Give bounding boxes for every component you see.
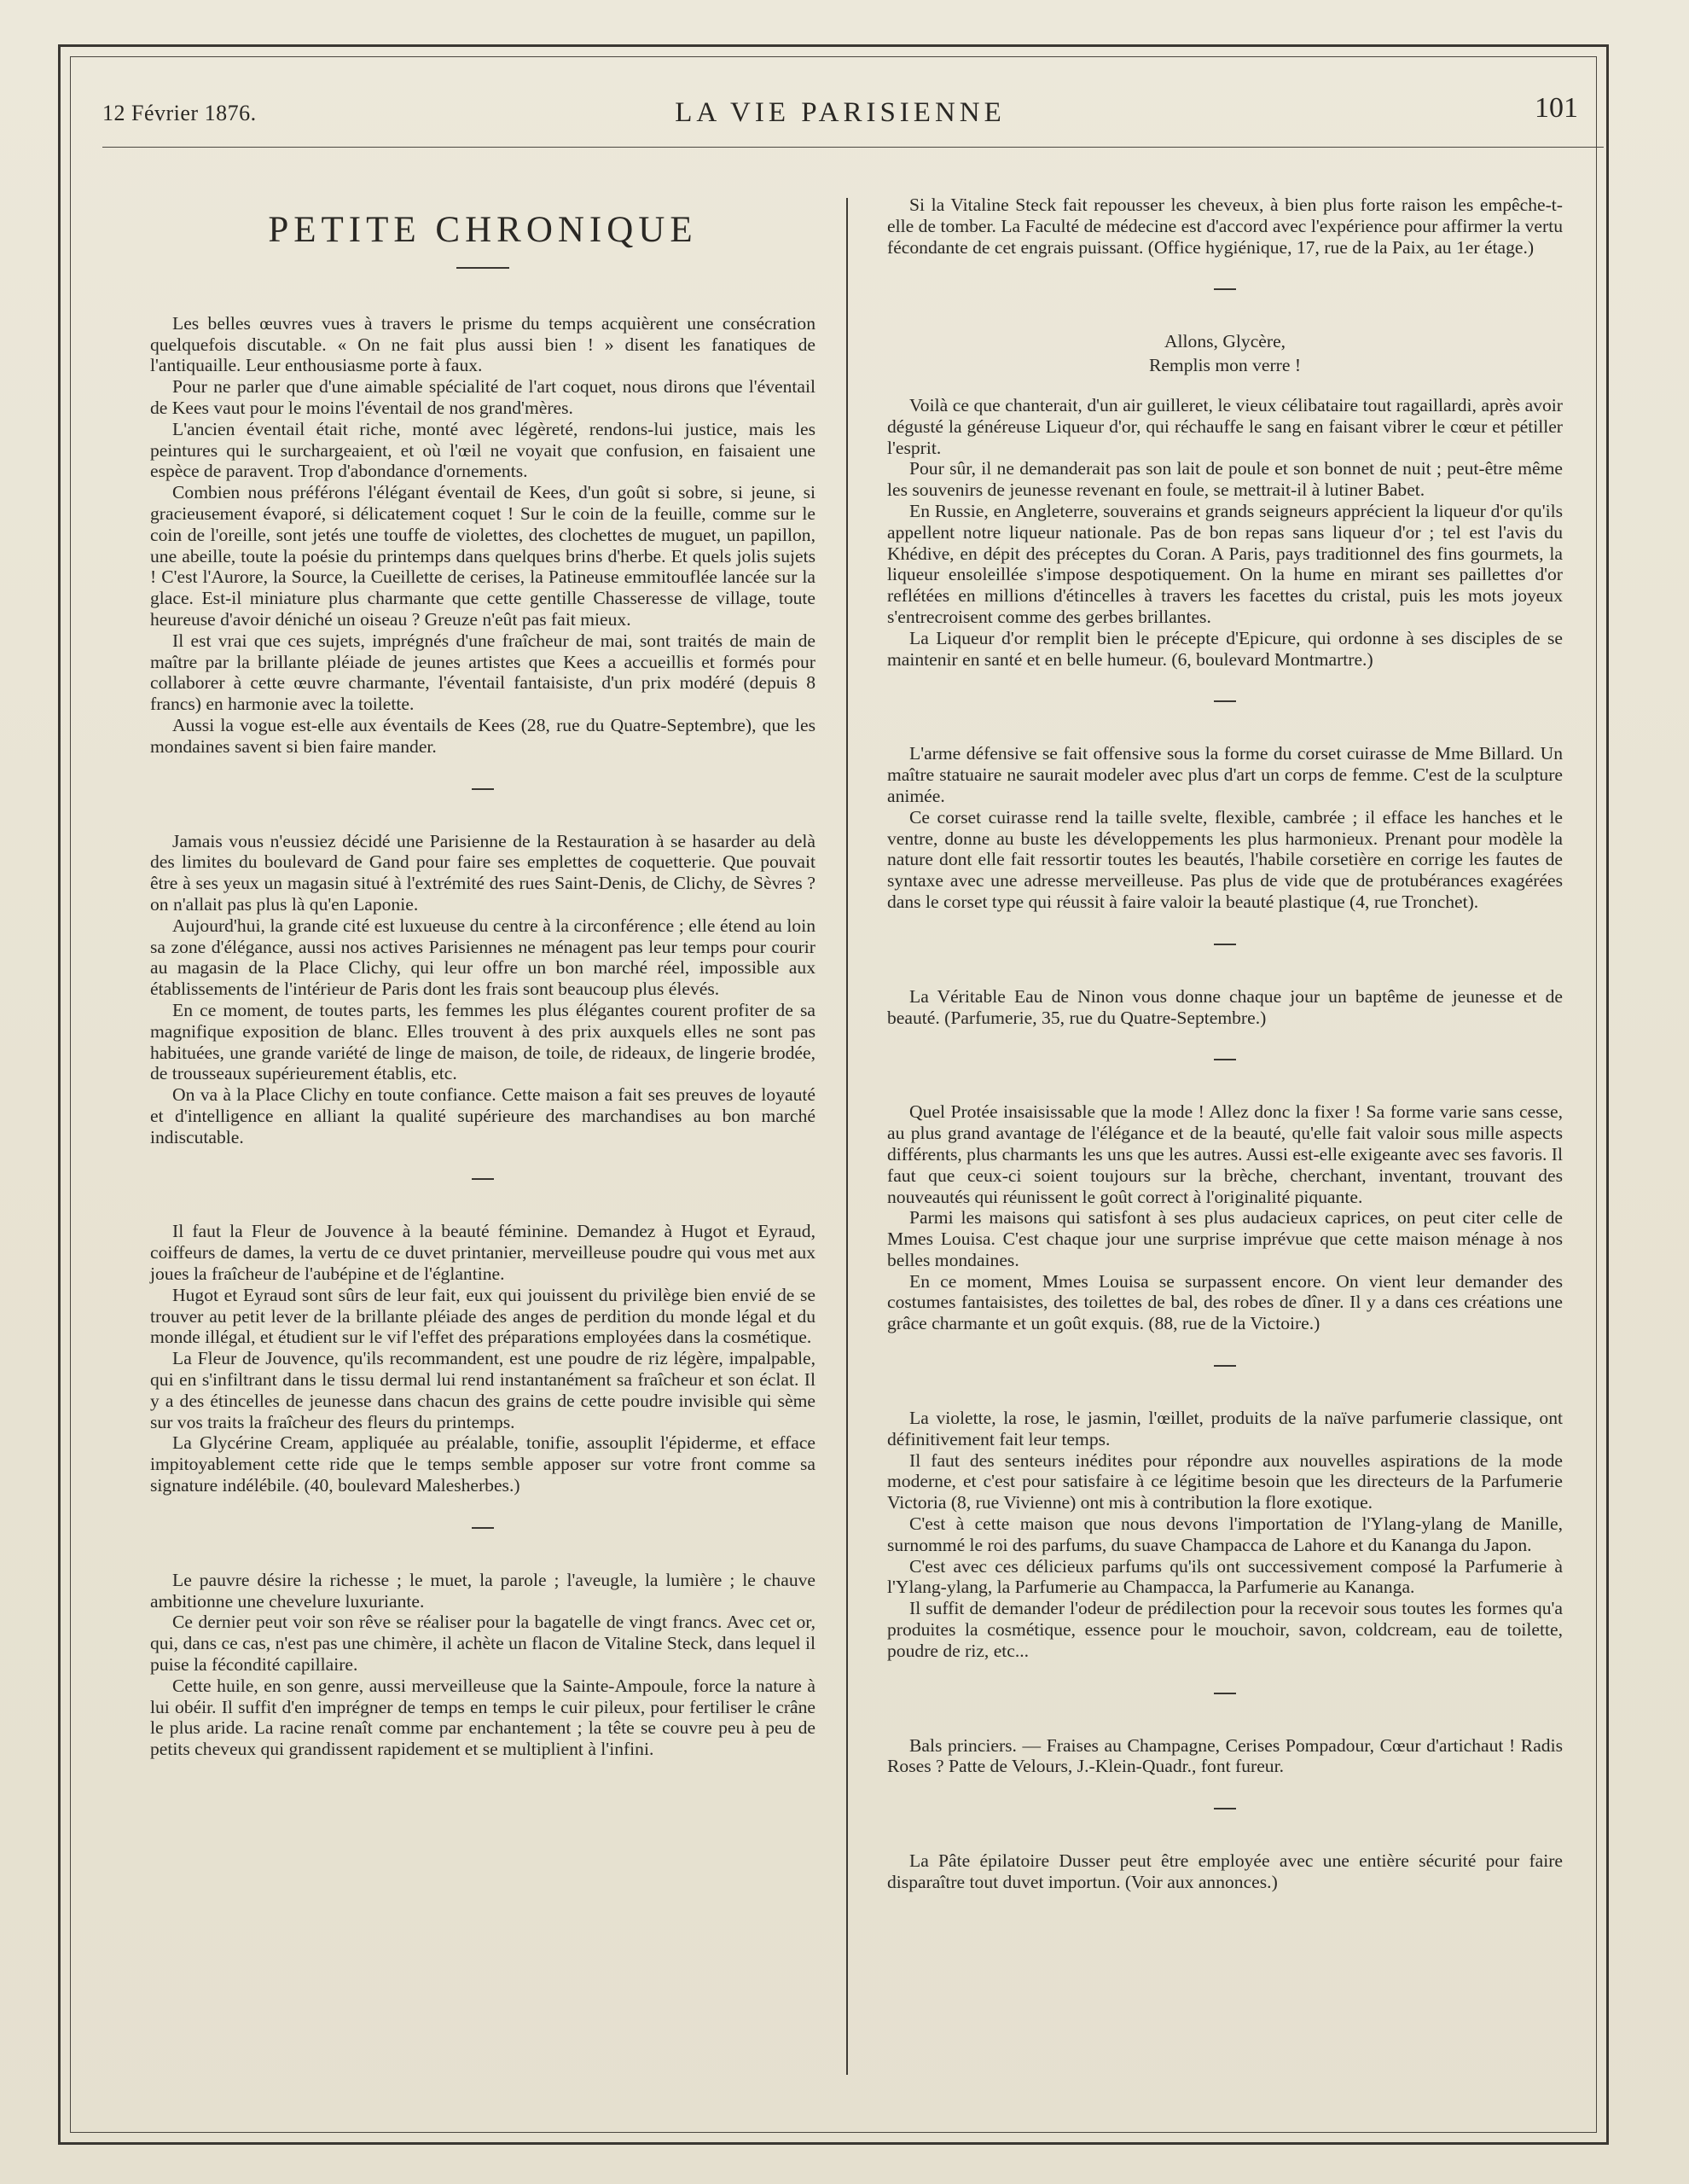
article-paragraph: En Russie, en Angleterre, souverains et grands seigneurs apprécient la liqueur d'or qu'ils appellent notre liqueur nationale. Pas de bon repas sans liqueur d'or ; tel est l'avis du Khédive, en dépit des préceptes du Coran. A Paris, pays traditionnel des fins gourmets, la liqueur ensoleillée s'impose despotiquement. On la hume en mirant ses paillettes d'or reflétées en millions d'étincelles à travers les facettes du cristal, puis les mots joyeux s'entrecroisent comme des gerbes brillantes. (887, 500, 1563, 627)
article (887, 743, 1563, 912)
article-separator (1214, 944, 1236, 945)
article-paragraph: C'est avec ces délicieux parfums qu'ils ont successivement composé la Parfumerie à l'Ylang-ylang, la Parfumerie au Champacca, la Parfumerie au Kananga. (887, 1555, 1563, 1598)
article-paragraph: Parmi les maisons qui satisfont à ses plus audacieux caprices, on peut citer celle de Mmes Louisa. C'est chaque jour une surprise imprévue que cette maison ménage à nos belles mondaines. (887, 1207, 1563, 1270)
verse-line: Allons, Glycère, (1164, 331, 1286, 352)
article-paragraph: Pour sûr, il ne demanderait pas son lait de poule et son bonnet de nuit ; peut-être même les souvenirs de jeunesse revenant en foule, se mettrait-il à lutiner Babet. (887, 458, 1563, 501)
article-paragraph: Combien nous préférons l'élégant éventail de Kees, d'un goût si sobre, si jeune, si gracieusement évaporé, si délicatement coquet ! Sur le coin de la feuille, comme sur le coin de l'oreille, sont jetés une touffe de violettes, des clochettes de muguet, un papillon, une abeille, toute la poésie du printemps dans quelques brins d'herbe. Et quels jolis sujets ! C'est l'Aurore, la Source, la Cueillette de cerises, la Patineuse emmitouflée lancée sur la glace. Est-il miniature plus charmante que cette gentille Chasseresse de village, toute heureuse d'avoir déniché un oiseau ? Greuze n'eût pas fait mieux. (150, 482, 815, 630)
article-separator (1214, 1365, 1236, 1367)
article-paragraph: Il est vrai que ces sujets, imprégnés d'une fraîcheur de mai, sont traités de main de maître par la brillante pléiade de jeunes artistes que Kees a accueillis et formés pour collaborer à cette œuvre charmante, l'éventail fantaisiste, d'un prix modéré (depuis 8 francs) en harmonie avec la toilette. (150, 630, 815, 715)
issue-date: 12 Février 1876. (102, 101, 257, 125)
article (150, 1221, 815, 1496)
article-paragraph: On va à la Place Clichy en toute confiance. Cette maison a fait ses preuves de loyauté et d'intelligence en alliant la qualité supérieure des marchandises au bon marché indiscutable. (150, 1084, 815, 1147)
article-separator (472, 1527, 494, 1529)
article-separator (1214, 700, 1236, 702)
article-paragraph: Pour ne parler que d'une aimable spécialité de l'art coquet, nous dirons que l'éventail de Kees vaut pour le moins l'éventail de nos grand'mères. (150, 376, 815, 418)
column-divider (846, 198, 848, 2075)
article-paragraph: Hugot et Eyraud sont sûrs de leur fait, eux qui jouissent du privilège bien envié de se trouver au petit lever de la brillante pléiade des anges de perdition du monde légal et du monde illégal, et étudient sur le vif l'effet des préparations employées dans la cosmétique. (150, 1284, 815, 1348)
article-paragraph: La violette, la rose, le jasmin, l'œillet, produits de la naïve parfumerie classique, ont définitivement fait leur temps. (887, 1408, 1563, 1449)
article (887, 195, 1563, 258)
article-paragraph: La Glycérine Cream, appliquée au préalable, tonifie, assouplit l'épiderme, et efface impitoyablement cette ride que le temps semble apposer sur votre front comme sa signature indélébile. (40, boulevard Malesherbes.) (150, 1432, 815, 1496)
article-paragraph: Aussi la vogue est-elle aux éventails de Kees (28, rue du Quatre-Septembre), que les mondaines savent si bien faire mander. (150, 714, 815, 757)
page-header (102, 92, 1578, 135)
article (887, 986, 1563, 1029)
verse-line: Remplis mon verre ! (1148, 355, 1302, 376)
article-paragraph: La Véritable Eau de Ninon vous donne chaque jour un baptême de jeunesse et de beauté. (Parfumerie, 35, rue du Quatre-Septembre.) (887, 985, 1563, 1028)
verse-quote (887, 331, 1563, 376)
article-paragraph: Il faut des senteurs inédites pour répondre aux nouvelles aspirations de la mode moderne, et c'est pour satisfaire à ce légitime besoin que les directeurs de la Parfumerie Victoria (8, rue Vivienne) ont mis à contribution la flore exotique. (887, 1449, 1563, 1513)
article-paragraph: Cette huile, en son genre, aussi merveilleuse que la Sainte-Ampoule, force la nature à lui obéir. Il suffit d'en imprégner de temps en temps le cuir pileux, pour fertiliser le crâne le plus aride. La racine renaît comme par enchantement ; la tête se couvre peu à peu de petits cheveux qui grandissent rapidement et se multiplient à l'infini. (150, 1675, 815, 1760)
page-number: 101 (1535, 92, 1578, 124)
article (150, 831, 815, 1148)
title-rule (456, 267, 509, 269)
article (150, 313, 815, 758)
article-paragraph: Ce corset cuirasse rend la taille svelte, flexible, cambrée ; il efface les hanches et le ventre, donne au buste les développements les plus harmonieux. Prenant pour modèle la nature dont elle fait ressortir toutes les beautés, l'habile corsetière en corrige les fautes de syntaxe avec une adresse merveilleuse. Pas plus de vide que de protubérances exagérées dans le corset type qui réussit à faire valoir la beauté plastique (4, rue Tronchet). (887, 806, 1563, 912)
article-paragraph: La Fleur de Jouvence, qu'ils recommandent, est une poudre de riz légère, impalpable, qui en s'infiltrant dans le tissu dermal lui rend instantanément sa fraîcheur et son éclat. Il y a des étincelles de jeunesse dans chacun des grains de cette poudre invisible qui sème sur vos traits la fraîcheur des fleurs du printemps. (150, 1348, 815, 1432)
right-articles (887, 195, 1563, 1893)
article-paragraph: Ce dernier peut voir son rêve se réaliser pour la bagatelle de vingt francs. Avec cet or, qui, dans ce cas, n'est pas une chimère, il achète un flacon de Vitaline Steck, dans lequel il puise la fécondité capillaire. (150, 1612, 815, 1676)
article-paragraph: L'ancien éventail était riche, monté avec légèreté, rendons-lui justice, mais les peintures qui le surchargeaient, et où l'œil ne voyait que confusion, en faisaient une espèce de paravent. Trop d'abondance d'ornements. (150, 418, 815, 482)
article-paragraph: Bals princiers. — Fraises au Champagne, Cerises Pompadour, Cœur d'artichaut ! Radis Roses ? Patte de Velours, J.-Klein-Quadr., font fureur. (887, 1734, 1563, 1777)
article (887, 331, 1563, 670)
right-column (887, 195, 1563, 1893)
article-paragraph: Jamais vous n'eussiez décidé une Parisienne de la Restauration à se hasarder au delà des limites du boulevard de Gand pour faire ses emplettes de coquetterie. Que pouvait être à ses yeux un magasin situé à l'extrémité des rues Saint-Denis, de Clichy, de Sèvres ? on n'allait pas plus là qu'en Laponie. (150, 830, 815, 915)
article (887, 1408, 1563, 1662)
article (887, 1101, 1563, 1334)
article-paragraph: La Liqueur d'or remplit bien le précepte d'Epicure, qui ordonne à ses disciples de se maintenir en santé et en belle humeur. (6, boulevard Montmartre.) (887, 627, 1563, 670)
article-paragraph: Si la Vitaline Steck fait repousser les cheveux, à bien plus forte raison les empêche-t-elle de tomber. La Faculté de médecine est d'accord avec l'expérience pour affirmer la vertu fécondante de cet engrais puissant. (Office hygiénique, 17, rue de la Paix, au 1er étage.) (887, 195, 1563, 258)
article-paragraph: L'arme défensive se fait offensive sous la forme du corset cuirasse de Mme Billard. Un maître statuaire ne saurait modeler avec plus d'art un corps de femme. C'est de la sculpture animée. (887, 743, 1563, 806)
left-column (150, 201, 815, 1760)
left-articles (150, 313, 815, 1760)
article-separator (1214, 1693, 1236, 1694)
article-paragraph: C'est à cette maison que nous devons l'importation de l'Ylang-ylang de Manille, surnommé le roi des parfums, du suave Champacca de Lahore et du Kananga du Japon. (887, 1513, 1563, 1555)
article (150, 1570, 815, 1760)
header-rule (102, 147, 1604, 148)
article-separator (1214, 288, 1236, 290)
article-paragraph: Voilà ce que chanterait, d'un air guilleret, le vieux célibataire tout ragaillardi, après avoir dégusté la généreuse Liqueur d'or, qui réchauffe le sang en faisant vibrer le cœur et pétiller l'esprit. (887, 394, 1563, 458)
article-paragraph: Il faut la Fleur de Jouvence à la beauté féminine. Demandez à Hugot et Eyraud, coiffeurs de dames, la vertu de ce duvet printanier, merveilleuse poudre qui vous met aux joues la fraîcheur de l'aubépine et de l'églantine. (150, 1221, 815, 1285)
article (887, 1850, 1563, 1893)
article-paragraph: Les belles œuvres vues à travers le prisme du temps acquièrent une consécration quelquefois discutable. « On ne fait plus aussi bien ! » disent les fanatiques de l'antiquaille. Leur enthousiasme porte à faux. (150, 312, 815, 376)
article-separator (1214, 1059, 1236, 1060)
article-separator (1214, 1808, 1236, 1809)
article-paragraph: Le pauvre désire la richesse ; le muet, la parole ; l'aveugle, la lumière ; le chauve ambitionne une chevelure luxuriante. (150, 1569, 815, 1612)
article-paragraph: Aujourd'hui, la grande cité est luxueuse du centre à la circonférence ; elle étend au loin sa zone d'élégance, aussi nos actives Parisiennes ne ménagent pas leur temps pour courir au magasin de la Place Clichy, qui leur offre un bon marché réel, impossible aux établissements de l'intérieur de Paris dont les frais sont beaucoup plus élevés. (150, 915, 815, 1000)
article-paragraph: En ce moment, Mmes Louisa se surpassent encore. On vient leur demander des costumes fantaisistes, des toilettes de bal, des robes de dîner. Il y a dans ces créations une grâce charmante et un goût exquis. (88, rue de la Victoire.) (887, 1270, 1563, 1334)
section-title: PETITE CHRONIQUE (268, 210, 698, 250)
article-separator (472, 788, 494, 790)
article-paragraph: En ce moment, de toutes parts, les femmes les plus élégantes courent profiter de sa magnifique exposition de blanc. Elles trouvent à des prix auxquels elles ne sont pas habituées, une grande variété de linge de maison, de toile, de rideaux, de lingerie brodée, de trousseaux supérieurement établis, etc. (150, 999, 815, 1084)
article-paragraph: Quel Protée insaisissable que la mode ! Allez donc la fixer ! Sa forme varie sans cesse, au plus grand avantage de l'élégance et de la beauté, qu'elle fait valoir sous mille aspects différents, plus charmants les uns que les autres. Aussi est-elle exigeante avec ses favoris. Il faut que ceux-ci soient toujours sur la brèche, cherchant, inventant, trouvant des nouveautés qui réunissent le goût correct à l'originalité piquante. (887, 1101, 1563, 1207)
article-paragraph: La Pâte épilatoire Dusser peut être employée avec une entière sécurité pour faire disparaître tout duvet importun. (Voir aux annonces.) (887, 1850, 1563, 1893)
article-paragraph: Il suffit de demander l'odeur de prédilection pour la recevoir sous toutes les formes qu'a produites la cosmétique, essence pour le mouchoir, savon, coldcream, eau de toilette, poudre de riz, etc... (887, 1598, 1563, 1661)
journal-title: LA VIE PARISIENNE (675, 97, 1006, 128)
article-separator (472, 1178, 494, 1180)
article (887, 1735, 1563, 1778)
